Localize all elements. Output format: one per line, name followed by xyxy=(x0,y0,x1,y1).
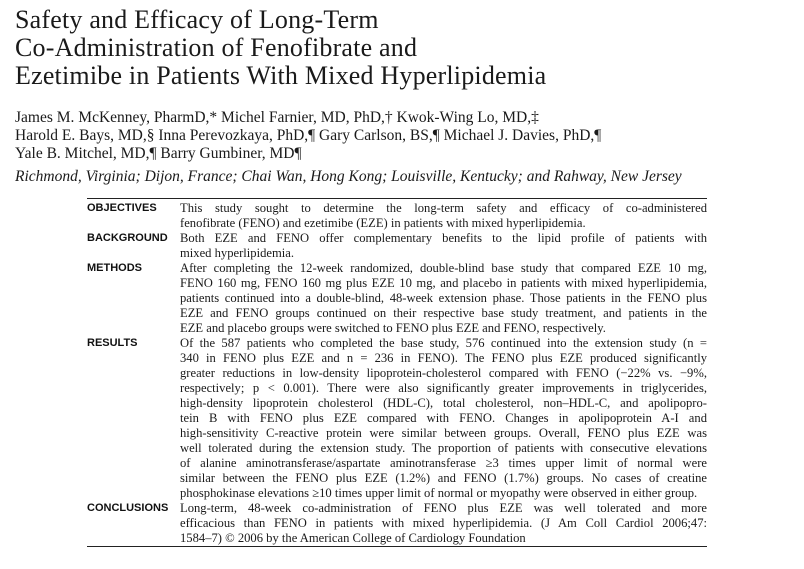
text-line: EZE and FENO groups continued on their respective base study treatment, and patients in the xyxy=(180,306,707,320)
structured-abstract xyxy=(87,198,707,547)
text-line: Both EZE and FENO offer complementary benefits to the lipid profile of patients with xyxy=(180,231,707,245)
text-line: high-sensitivity C-reactive protein were similar between groups. Overall, FENO plus EZE was xyxy=(180,426,707,440)
text-line: fenofibrate (FENO) and ezetimibe (EZE) in patients with mixed hyperlipidemia. xyxy=(180,216,586,230)
abstract-section-background xyxy=(87,231,707,261)
section-label: BACKGROUND xyxy=(87,232,168,244)
text-line: This study sought to determine the long-term safety and efficacy of co-administered xyxy=(180,201,707,215)
abstract-section-conclusions xyxy=(87,501,707,546)
text-line: tein B with FENO plus EZE compared with FENO. Changes in apolipoprotein A-I and xyxy=(180,411,707,425)
text-line: EZE and placebo groups were switched to FENO plus EZE and FENO, respectively. xyxy=(180,321,606,335)
section-body xyxy=(180,336,707,501)
affiliations: Richmond, Virginia; Dijon, France; Chai Wan, Hong Kong; Louisville, Kentucky; and Rahway, New Jersey xyxy=(15,168,682,185)
section-label: METHODS xyxy=(87,262,142,274)
text-line: of alanine aminotransferase/aspartate aminotransferase ≥3 times upper limit of normal were xyxy=(180,456,707,470)
abstract-section-results xyxy=(87,336,707,501)
section-body xyxy=(180,201,707,231)
text-line: After completing the 12-week randomized, double-blind base study that compared EZE 10 mg, xyxy=(180,261,707,275)
text-line: Of the 587 patients who completed the base study, 576 continued into the extension study (n = xyxy=(180,336,707,350)
text-line: mixed hyperlipidemia. xyxy=(180,246,295,260)
text-line: patients continued into a double-blind, 48-week extension phase. Those patients in the FENO plus xyxy=(180,291,707,305)
abstract-section-methods xyxy=(87,261,707,336)
article-title xyxy=(15,6,795,90)
section-label: RESULTS xyxy=(87,337,138,349)
text-line: well tolerated during the extension study. The proportion of patients with consecutive elevations xyxy=(180,441,707,455)
text-line: efficacious than FENO in patients with mixed hyperlipidemia. (J Am Coll Cardiol 2006;47: xyxy=(180,516,707,530)
text-line: greater reductions in low-density lipoprotein-cholesterol compared with FENO (−22% vs. −9%, xyxy=(180,366,707,380)
text-line: 1584–7) © 2006 by the American College of Cardiology Foundation xyxy=(180,531,526,545)
section-label: CONCLUSIONS xyxy=(87,502,169,514)
text-line: high-density lipoprotein cholesterol (HDL-C), total cholesterol, non–HDL-C, and apolipopro- xyxy=(180,396,707,410)
text-line: FENO 160 mg, FENO 160 mg plus EZE 10 mg, and placebo in patients with mixed hyperlipidemia, xyxy=(180,276,707,290)
abstract-section-objectives xyxy=(87,199,707,231)
author-line: James M. McKenney, PharmD,* Michel Farnier, MD, PhD,† Kwok-Wing Lo, MD,‡ xyxy=(15,109,539,126)
section-body xyxy=(180,231,707,261)
title-line: Co-Administration of Fenofibrate and xyxy=(15,33,418,62)
title-line: Safety and Efficacy of Long-Term xyxy=(15,5,379,34)
section-label: OBJECTIVES xyxy=(87,202,157,214)
text-line: 340 in FENO plus EZE and n = 236 in FENO). The FENO plus EZE produced significantly xyxy=(180,351,707,365)
text-line: Long-term, 48-week co-administration of FENO plus EZE was well tolerated and more xyxy=(180,501,707,515)
section-body xyxy=(180,501,707,546)
author-list xyxy=(15,109,795,163)
text-line: phosphokinase elevations ≥10 times upper limit of normal or myopathy were observed in either group. xyxy=(180,486,698,500)
author-line: Yale B. Mitchel, MD,¶ Barry Gumbiner, MD¶ xyxy=(15,145,302,162)
section-body xyxy=(180,261,707,336)
author-line: Harold E. Bays, MD,§ Inna Perevozkaya, PhD,¶ Gary Carlson, BS,¶ Michael J. Davies, PhD,¶ xyxy=(15,127,602,144)
text-line: respectively; p < 0.001). There were also significantly greater improvements in triglycerides, xyxy=(180,381,707,395)
text-line: similar between the FENO plus EZE (1.2%) and FENO (1.7%) groups. No cases of creatine xyxy=(180,471,707,485)
title-line: Ezetimibe in Patients With Mixed Hyperlipidemia xyxy=(15,61,547,90)
